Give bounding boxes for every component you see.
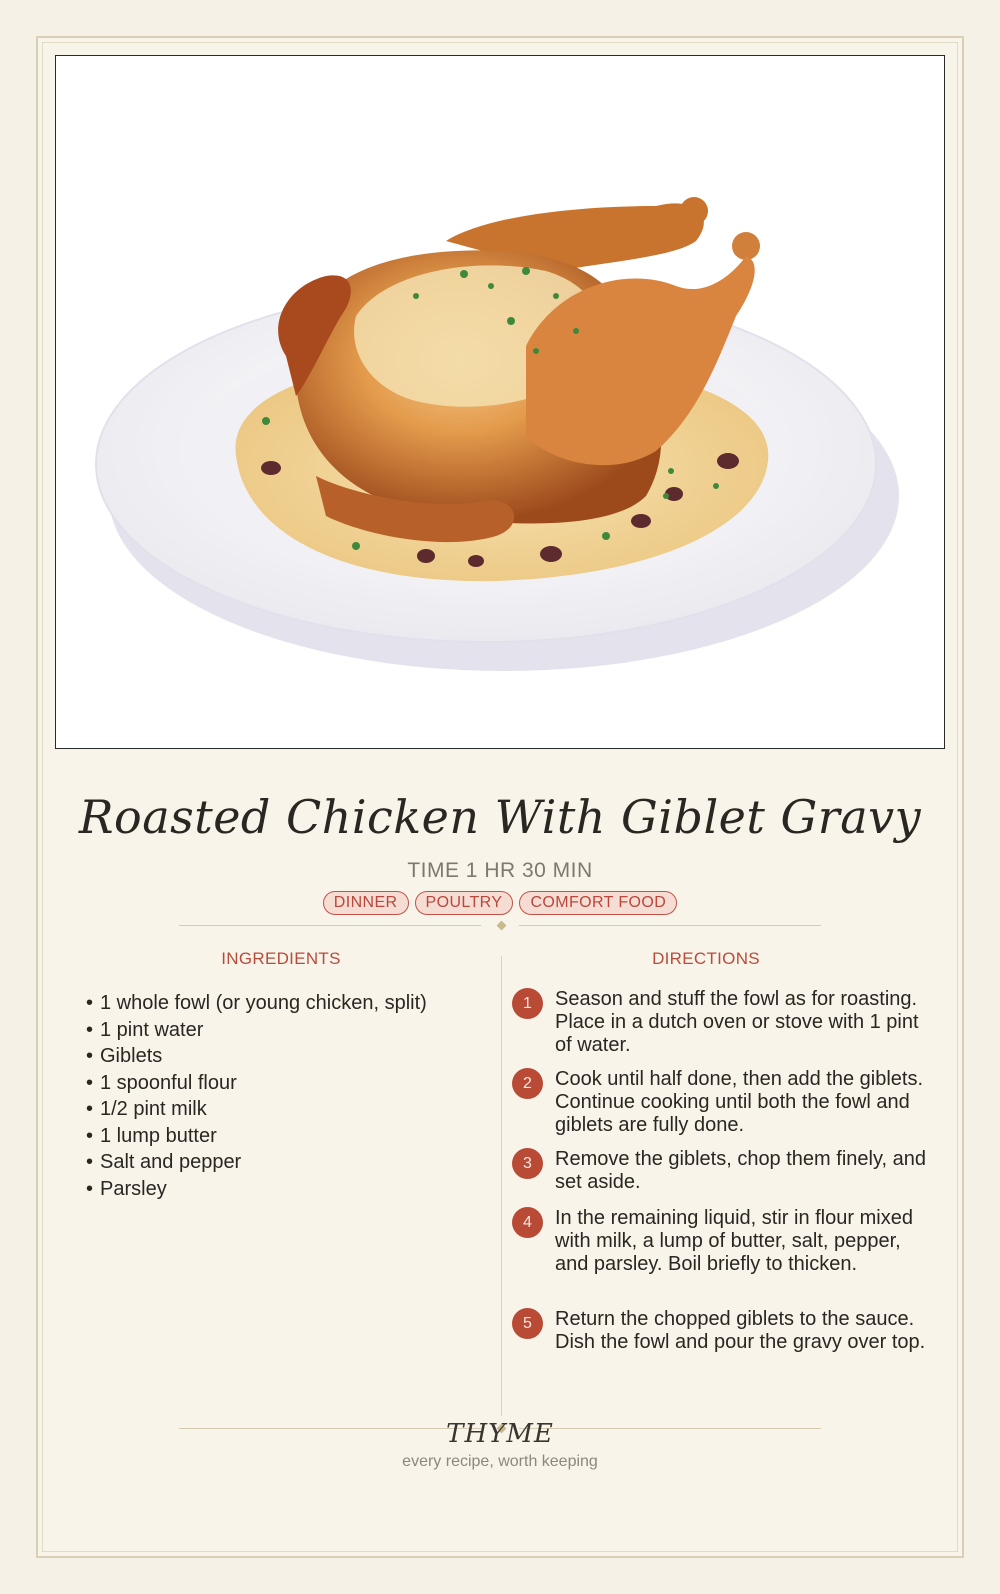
- brand-tagline: every recipe, worth keeping: [402, 1453, 598, 1470]
- step-number-badge: 4: [512, 1207, 543, 1238]
- ingredients-heading: INGREDIENTS: [221, 949, 341, 968]
- direction-step-3: [512, 1148, 932, 1207]
- step-text: Remove the giblets, chop them finely, and set aside.: [555, 1148, 926, 1193]
- divider-top-ornament: [497, 921, 507, 931]
- step-number-badge: 2: [512, 1068, 543, 1099]
- direction-step-4: [512, 1207, 932, 1308]
- tag-poultry[interactable]: POULTRY: [415, 891, 514, 915]
- ingredient-item: • Giblets: [86, 1045, 163, 1067]
- step-text: Season and stuff the fowl as for roasting. Place in a dutch oven or stove with 1 pint of water.: [555, 988, 919, 1056]
- ingredient-item: • 1 pint water: [86, 1018, 204, 1041]
- brand-name: THYME: [446, 1419, 554, 1449]
- direction-step-2: [512, 1068, 932, 1148]
- step-text: Cook until half done, then add the giblets. Continue cooking until both the fowl and giblets are fully done.: [555, 1068, 924, 1136]
- step-number-badge: 3: [512, 1148, 543, 1179]
- step-text: Return the chopped giblets to the sauce. Dish the fowl and pour the gravy over top.: [555, 1308, 926, 1353]
- step-number-badge: 1: [512, 988, 543, 1019]
- step-number-badge: 5: [512, 1308, 543, 1339]
- divider-top-left: [179, 925, 481, 926]
- divider-top-right: [519, 925, 821, 926]
- direction-list: [512, 988, 932, 1388]
- ingredient-item: • 1 whole fowl (or young chicken, split): [86, 992, 427, 1014]
- directions-heading: DIRECTIONS: [652, 949, 760, 968]
- ingredient-item: • Parsley: [86, 1177, 167, 1200]
- ingredient-item: • 1/2 pint milk: [86, 1098, 207, 1120]
- recipe-photo: [55, 55, 945, 749]
- recipe-title: Roasted Chicken With Giblet Gravy: [78, 790, 922, 844]
- ingredient-item: • 1 spoonful flour: [86, 1071, 237, 1094]
- recipe-card: [36, 36, 964, 1558]
- ingredient-item: • 1 lump butter: [86, 1124, 217, 1147]
- direction-step-5: [512, 1308, 932, 1388]
- ingredient-item: • Salt and pepper: [86, 1151, 242, 1173]
- direction-step-1: [512, 988, 932, 1068]
- column-divider: [501, 956, 502, 1416]
- cook-time: TIME 1 HR 30 MIN: [407, 859, 593, 882]
- tag-list: [38, 891, 962, 915]
- ingredient-list: [86, 990, 427, 1202]
- tag-comfort-food[interactable]: COMFORT FOOD: [519, 891, 677, 915]
- step-text: In the remaining liquid, stir in flour mixed with milk, a lump of butter, salt, pepper, and parsley. Boil briefly to thicken.: [555, 1207, 913, 1275]
- tag-dinner[interactable]: DINNER: [323, 891, 409, 915]
